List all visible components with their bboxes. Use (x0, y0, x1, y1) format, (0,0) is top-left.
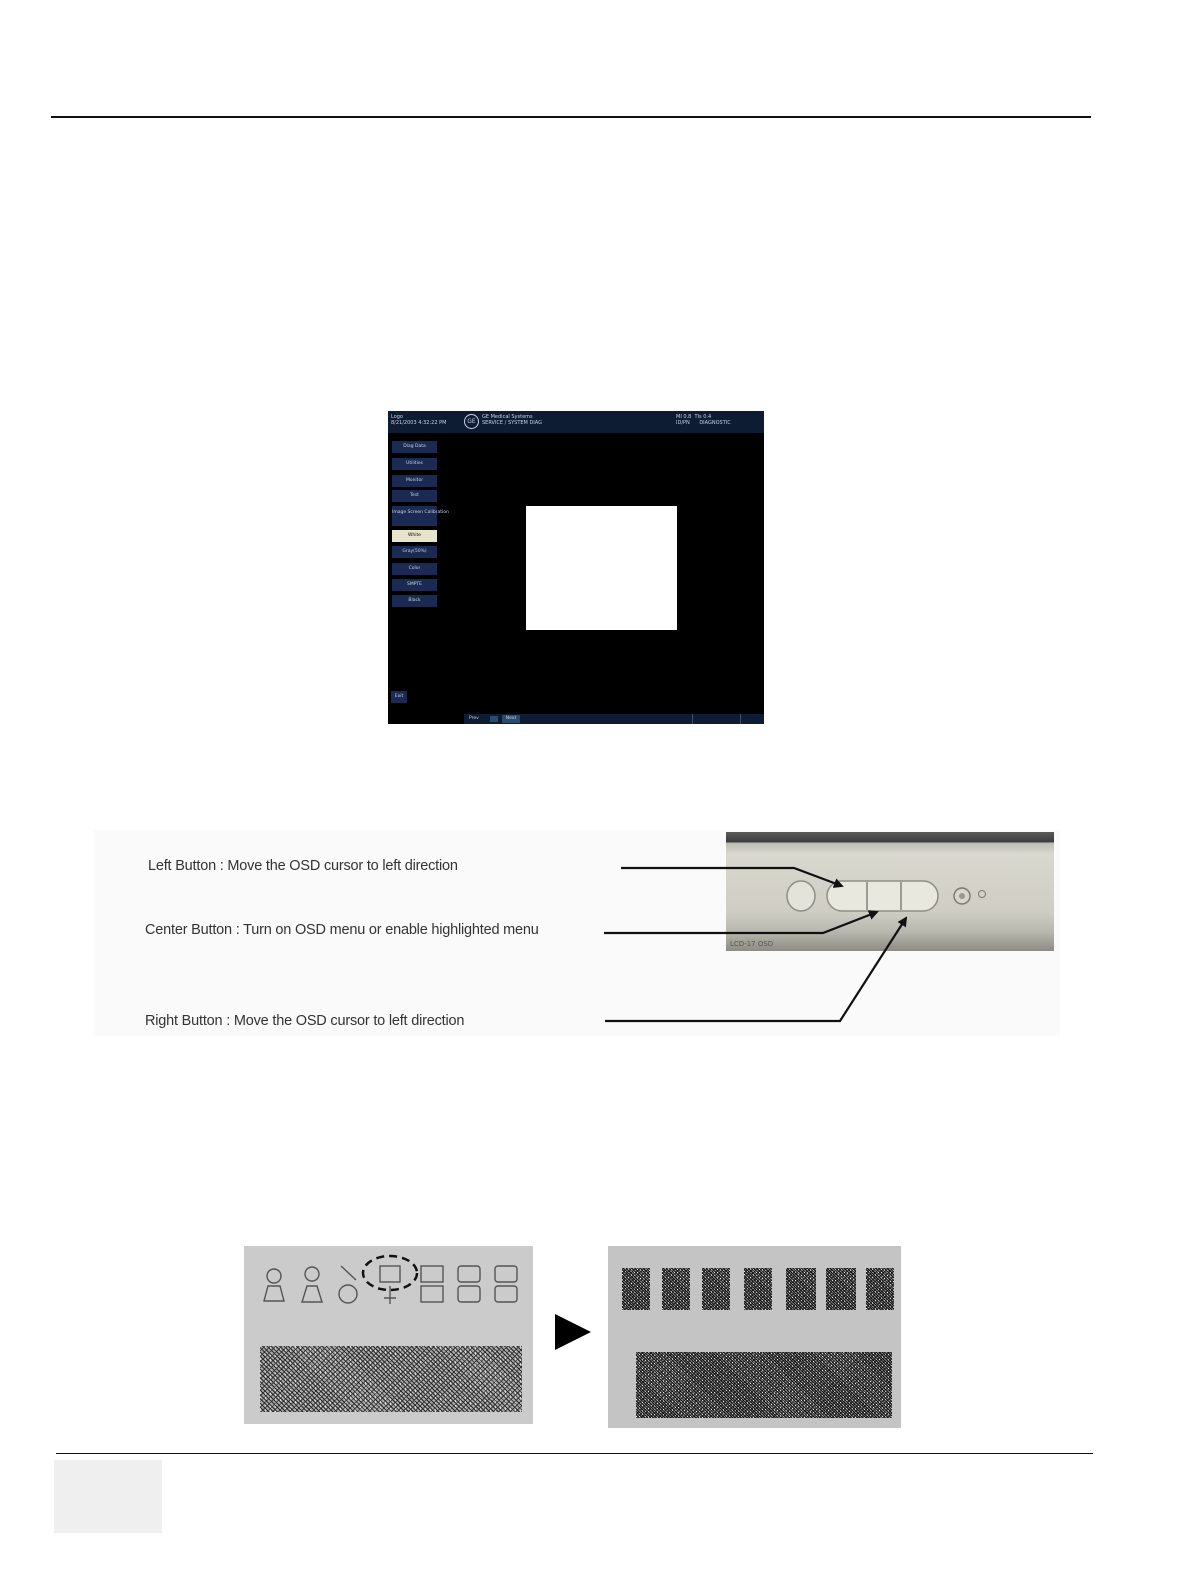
size-icon (421, 1266, 443, 1302)
photo-caption: LCD-17 OSD (730, 940, 774, 948)
header-id: ID/PN (676, 420, 690, 426)
color-icon (702, 1268, 730, 1310)
system-diag-screen (388, 411, 764, 724)
menu-color[interactable]: Color (392, 563, 437, 575)
ge-logo-icon: GE (464, 414, 479, 429)
contrast-icon (302, 1267, 322, 1302)
bottom-divider (740, 714, 741, 724)
header-mi: MI 0.8 (676, 414, 692, 420)
right-button-label: Right Button : Move the OSD cursor to left direction (145, 1013, 465, 1029)
position-icon (744, 1268, 772, 1310)
menu-image-calibration[interactable]: Image Screen Calibration (392, 506, 437, 526)
osd-buttons-figure (94, 830, 1060, 1036)
header-tis: TIs 0.4 (694, 414, 712, 420)
footer-rule (56, 1453, 1093, 1454)
center-button-label: Center Button : Turn on OSD menu or enable highlighted menu (145, 922, 539, 938)
dashed-ellipse-icon (363, 1256, 417, 1290)
bottom-toggle[interactable] (490, 716, 498, 722)
bottom-divider (692, 714, 693, 724)
menu-white[interactable]: White (392, 530, 437, 542)
osd-before-photo (244, 1246, 533, 1424)
contrast-icon (662, 1268, 690, 1310)
header-company: GE Medical Systems (482, 414, 533, 420)
menu-smpte[interactable]: SMPTE (392, 579, 437, 591)
left-button-label: Left Button : Move the OSD cursor to left direction (148, 858, 458, 874)
menu-monitor[interactable]: Monitor (392, 475, 437, 487)
osd-status-bar-after (636, 1352, 892, 1418)
menu-diag-data[interactable]: Diag Data (392, 441, 437, 453)
screen-bottom-bar (464, 714, 764, 724)
header-status: DIAGNOSTIC (699, 420, 731, 426)
exit-button[interactable]: Exit (391, 691, 407, 703)
color-icon (339, 1266, 357, 1303)
reset-icon (866, 1268, 894, 1310)
geometry-icon (826, 1268, 856, 1310)
header-date: 8/21/2003 4:32:22 PM (391, 420, 447, 426)
menu-gray[interactable]: Gray(50%) (392, 546, 437, 558)
center-button-arrow (604, 912, 877, 933)
position-icon (380, 1266, 400, 1304)
menu-black[interactable]: Black (392, 595, 437, 607)
osd-status-bar-before (260, 1346, 522, 1412)
brightness-icon (622, 1268, 650, 1310)
size-icon (786, 1268, 816, 1310)
screen-side-menu (388, 433, 449, 724)
callout-arrows (94, 830, 1060, 1036)
header-logo-label: Logo (391, 414, 403, 420)
menu-test[interactable]: Test (392, 490, 437, 502)
page-number-box (54, 1460, 162, 1533)
header-mode: SERVICE / SYSTEM DIAG (482, 420, 542, 426)
menu-utilities[interactable]: Utilities (392, 458, 437, 470)
osd-after-photo (608, 1246, 901, 1428)
reset-icon (495, 1266, 517, 1302)
brightness-icon (264, 1269, 284, 1301)
left-button-arrow (621, 868, 842, 886)
geometry-icon (458, 1266, 480, 1302)
header-rule (51, 116, 1091, 118)
white-test-pattern (526, 506, 677, 630)
screen-header (388, 411, 764, 433)
right-triangle-icon (553, 1312, 593, 1352)
bottom-next-button[interactable]: Next (502, 715, 520, 723)
bottom-prev-label: Prev (469, 716, 479, 721)
